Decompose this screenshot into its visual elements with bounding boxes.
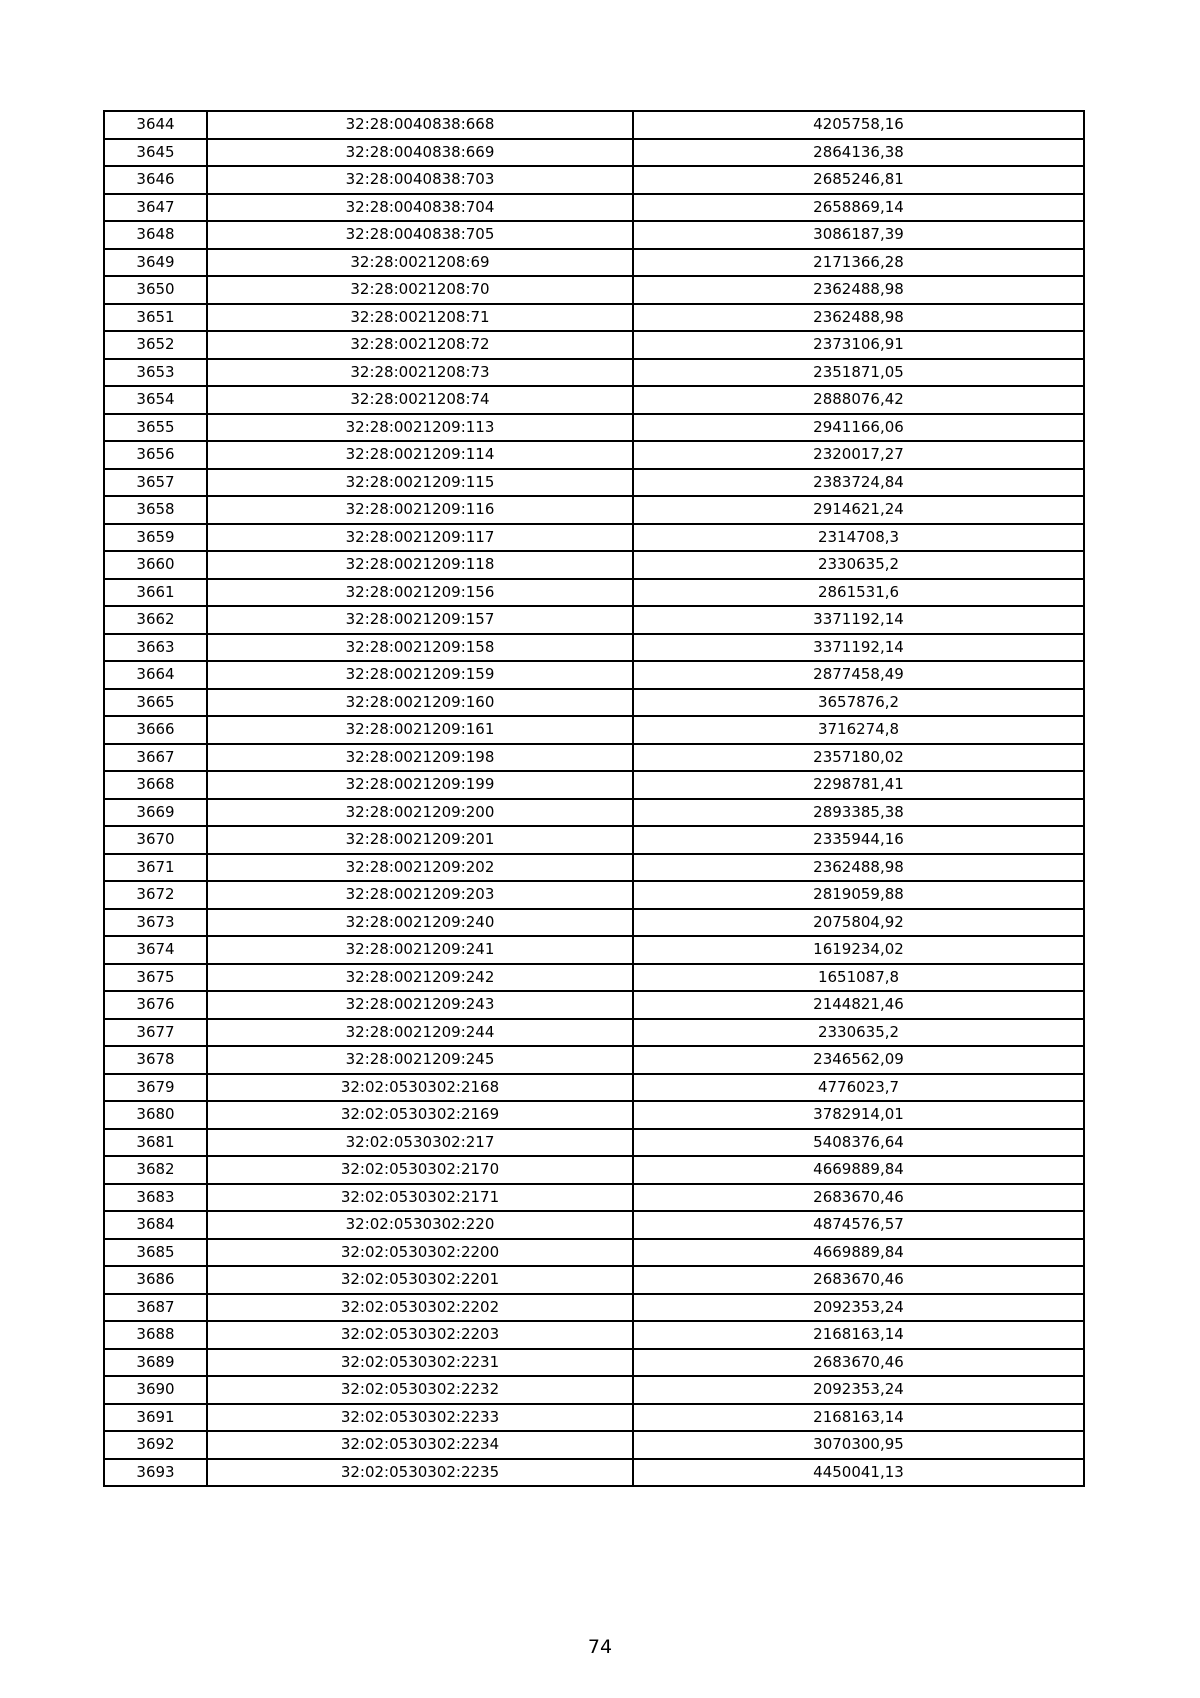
value-cell: 2314708,3 xyxy=(633,524,1084,552)
table-row xyxy=(104,1266,1084,1294)
table-row xyxy=(104,111,1084,139)
cadastral-number-cell: 32:28:0021209:243 xyxy=(207,991,633,1019)
cadastral-number-cell: 32:28:0021209:157 xyxy=(207,606,633,634)
cadastral-number-cell: 32:28:0021209:200 xyxy=(207,799,633,827)
cadastral-number-cell: 32:28:0040838:705 xyxy=(207,221,633,249)
row-number-cell: 3659 xyxy=(104,524,207,552)
row-number-cell: 3656 xyxy=(104,441,207,469)
row-number-cell: 3685 xyxy=(104,1239,207,1267)
row-number-cell: 3655 xyxy=(104,414,207,442)
cadastral-number-cell: 32:28:0021209:245 xyxy=(207,1046,633,1074)
table-row xyxy=(104,276,1084,304)
cadastral-number-cell: 32:02:0530302:2232 xyxy=(207,1376,633,1404)
row-number-cell: 3649 xyxy=(104,249,207,277)
cadastral-number-cell: 32:28:0021208:73 xyxy=(207,359,633,387)
cadastral-number-cell: 32:28:0021209:240 xyxy=(207,909,633,937)
value-cell: 2168163,14 xyxy=(633,1404,1084,1432)
row-number-cell: 3657 xyxy=(104,469,207,497)
value-cell: 2685246,81 xyxy=(633,166,1084,194)
row-number-cell: 3645 xyxy=(104,139,207,167)
row-number-cell: 3664 xyxy=(104,661,207,689)
row-number-cell: 3644 xyxy=(104,111,207,139)
table-row xyxy=(104,689,1084,717)
cadastral-number-cell: 32:28:0021209:201 xyxy=(207,826,633,854)
value-cell: 2298781,41 xyxy=(633,771,1084,799)
row-number-cell: 3670 xyxy=(104,826,207,854)
table-row xyxy=(104,1294,1084,1322)
row-number-cell: 3675 xyxy=(104,964,207,992)
value-cell: 2683670,46 xyxy=(633,1266,1084,1294)
table-row xyxy=(104,194,1084,222)
table-row xyxy=(104,1376,1084,1404)
value-cell: 3070300,95 xyxy=(633,1431,1084,1459)
table-row xyxy=(104,1074,1084,1102)
row-number-cell: 3691 xyxy=(104,1404,207,1432)
table-row xyxy=(104,881,1084,909)
row-number-cell: 3678 xyxy=(104,1046,207,1074)
value-cell: 3657876,2 xyxy=(633,689,1084,717)
cadastral-number-cell: 32:28:0021208:69 xyxy=(207,249,633,277)
value-cell: 2683670,46 xyxy=(633,1349,1084,1377)
cadastral-number-cell: 32:28:0021209:202 xyxy=(207,854,633,882)
value-cell: 4776023,7 xyxy=(633,1074,1084,1102)
value-cell: 1651087,8 xyxy=(633,964,1084,992)
row-number-cell: 3650 xyxy=(104,276,207,304)
cadastral-number-cell: 32:28:0021209:114 xyxy=(207,441,633,469)
value-cell: 2864136,38 xyxy=(633,139,1084,167)
row-number-cell: 3687 xyxy=(104,1294,207,1322)
value-cell: 2362488,98 xyxy=(633,276,1084,304)
row-number-cell: 3686 xyxy=(104,1266,207,1294)
table-row xyxy=(104,1184,1084,1212)
table-row xyxy=(104,1349,1084,1377)
value-cell: 4450041,13 xyxy=(633,1459,1084,1487)
table-row xyxy=(104,1404,1084,1432)
table-row xyxy=(104,139,1084,167)
table-row xyxy=(104,166,1084,194)
value-cell: 2362488,98 xyxy=(633,854,1084,882)
value-cell: 2819059,88 xyxy=(633,881,1084,909)
cadastral-number-cell: 32:28:0021209:156 xyxy=(207,579,633,607)
value-cell: 4205758,16 xyxy=(633,111,1084,139)
table-row xyxy=(104,661,1084,689)
table-row xyxy=(104,799,1084,827)
table-row xyxy=(104,496,1084,524)
value-cell: 2075804,92 xyxy=(633,909,1084,937)
row-number-cell: 3665 xyxy=(104,689,207,717)
table-row xyxy=(104,1459,1084,1487)
cadastral-number-cell: 32:02:0530302:2234 xyxy=(207,1431,633,1459)
table-row xyxy=(104,1129,1084,1157)
cadastral-number-cell: 32:02:0530302:2202 xyxy=(207,1294,633,1322)
table-row xyxy=(104,991,1084,1019)
value-cell: 2351871,05 xyxy=(633,359,1084,387)
row-number-cell: 3661 xyxy=(104,579,207,607)
cadastral-number-cell: 32:28:0021208:70 xyxy=(207,276,633,304)
cadastral-number-cell: 32:28:0021209:244 xyxy=(207,1019,633,1047)
value-cell: 2320017,27 xyxy=(633,441,1084,469)
table-row xyxy=(104,744,1084,772)
cadastral-number-cell: 32:02:0530302:2235 xyxy=(207,1459,633,1487)
row-number-cell: 3651 xyxy=(104,304,207,332)
table-row xyxy=(104,359,1084,387)
value-cell: 3086187,39 xyxy=(633,221,1084,249)
table-row xyxy=(104,1239,1084,1267)
cadastral-number-cell: 32:28:0040838:704 xyxy=(207,194,633,222)
value-cell: 2346562,09 xyxy=(633,1046,1084,1074)
value-cell: 3716274,8 xyxy=(633,716,1084,744)
table-row xyxy=(104,854,1084,882)
cadastral-number-cell: 32:02:0530302:2169 xyxy=(207,1101,633,1129)
table-row xyxy=(104,524,1084,552)
row-number-cell: 3692 xyxy=(104,1431,207,1459)
value-cell: 2658869,14 xyxy=(633,194,1084,222)
row-number-cell: 3652 xyxy=(104,331,207,359)
cadastral-number-cell: 32:02:0530302:2231 xyxy=(207,1349,633,1377)
table-body xyxy=(104,111,1084,1486)
table-row xyxy=(104,386,1084,414)
value-cell: 5408376,64 xyxy=(633,1129,1084,1157)
row-number-cell: 3676 xyxy=(104,991,207,1019)
cadastral-number-cell: 32:28:0021209:241 xyxy=(207,936,633,964)
value-cell: 2861531,6 xyxy=(633,579,1084,607)
value-cell: 2683670,46 xyxy=(633,1184,1084,1212)
cadastral-number-cell: 32:28:0021209:117 xyxy=(207,524,633,552)
value-cell: 2914621,24 xyxy=(633,496,1084,524)
table-row xyxy=(104,1156,1084,1184)
value-cell: 2168163,14 xyxy=(633,1321,1084,1349)
table-row xyxy=(104,414,1084,442)
row-number-cell: 3668 xyxy=(104,771,207,799)
cadastral-number-cell: 32:28:0021209:116 xyxy=(207,496,633,524)
cadastral-number-cell: 32:28:0021208:74 xyxy=(207,386,633,414)
row-number-cell: 3671 xyxy=(104,854,207,882)
value-cell: 2362488,98 xyxy=(633,304,1084,332)
row-number-cell: 3690 xyxy=(104,1376,207,1404)
table-row xyxy=(104,441,1084,469)
row-number-cell: 3658 xyxy=(104,496,207,524)
cadastral-number-cell: 32:28:0021208:72 xyxy=(207,331,633,359)
value-cell: 1619234,02 xyxy=(633,936,1084,964)
table-row xyxy=(104,469,1084,497)
row-number-cell: 3680 xyxy=(104,1101,207,1129)
row-number-cell: 3688 xyxy=(104,1321,207,1349)
row-number-cell: 3683 xyxy=(104,1184,207,1212)
table-row xyxy=(104,1019,1084,1047)
cadastral-number-cell: 32:28:0021209:242 xyxy=(207,964,633,992)
table-row xyxy=(104,1321,1084,1349)
cadastral-number-cell: 32:28:0040838:669 xyxy=(207,139,633,167)
table-row xyxy=(104,634,1084,662)
cadastral-number-cell: 32:28:0021209:115 xyxy=(207,469,633,497)
cadastral-number-cell: 32:28:0021209:118 xyxy=(207,551,633,579)
table-row xyxy=(104,716,1084,744)
table-row xyxy=(104,1211,1084,1239)
table-row xyxy=(104,909,1084,937)
value-cell: 2888076,42 xyxy=(633,386,1084,414)
cadastral-number-cell: 32:28:0021209:113 xyxy=(207,414,633,442)
row-number-cell: 3672 xyxy=(104,881,207,909)
cadastral-number-cell: 32:28:0021209:160 xyxy=(207,689,633,717)
table-row xyxy=(104,304,1084,332)
value-cell: 4669889,84 xyxy=(633,1156,1084,1184)
cadastral-number-cell: 32:02:0530302:2200 xyxy=(207,1239,633,1267)
table-row xyxy=(104,1431,1084,1459)
cadastral-number-cell: 32:28:0040838:703 xyxy=(207,166,633,194)
value-cell: 3782914,01 xyxy=(633,1101,1084,1129)
value-cell: 2092353,24 xyxy=(633,1376,1084,1404)
cadastral-number-cell: 32:28:0021209:159 xyxy=(207,661,633,689)
cadastral-number-cell: 32:28:0021209:198 xyxy=(207,744,633,772)
cadastral-number-cell: 32:28:0021209:203 xyxy=(207,881,633,909)
row-number-cell: 3673 xyxy=(104,909,207,937)
table-row xyxy=(104,964,1084,992)
cadastral-number-cell: 32:28:0040838:668 xyxy=(207,111,633,139)
value-cell: 4874576,57 xyxy=(633,1211,1084,1239)
row-number-cell: 3689 xyxy=(104,1349,207,1377)
table-row xyxy=(104,551,1084,579)
row-number-cell: 3679 xyxy=(104,1074,207,1102)
row-number-cell: 3669 xyxy=(104,799,207,827)
value-cell: 2373106,91 xyxy=(633,331,1084,359)
value-cell: 3371192,14 xyxy=(633,634,1084,662)
cadastral-number-cell: 32:02:0530302:220 xyxy=(207,1211,633,1239)
value-cell: 2357180,02 xyxy=(633,744,1084,772)
row-number-cell: 3660 xyxy=(104,551,207,579)
value-cell: 2877458,49 xyxy=(633,661,1084,689)
row-number-cell: 3648 xyxy=(104,221,207,249)
cadastral-number-cell: 32:02:0530302:217 xyxy=(207,1129,633,1157)
table-row xyxy=(104,579,1084,607)
cadastral-number-cell: 32:02:0530302:2171 xyxy=(207,1184,633,1212)
value-cell: 4669889,84 xyxy=(633,1239,1084,1267)
value-cell: 2144821,46 xyxy=(633,991,1084,1019)
row-number-cell: 3677 xyxy=(104,1019,207,1047)
row-number-cell: 3647 xyxy=(104,194,207,222)
page-number: 74 xyxy=(587,1636,613,1658)
value-cell: 3371192,14 xyxy=(633,606,1084,634)
cadastral-number-cell: 32:28:0021208:71 xyxy=(207,304,633,332)
data-table xyxy=(103,110,1085,1487)
row-number-cell: 3681 xyxy=(104,1129,207,1157)
cadastral-number-cell: 32:28:0021209:161 xyxy=(207,716,633,744)
value-cell: 2171366,28 xyxy=(633,249,1084,277)
table-row xyxy=(104,936,1084,964)
table-row xyxy=(104,331,1084,359)
row-number-cell: 3663 xyxy=(104,634,207,662)
row-number-cell: 3682 xyxy=(104,1156,207,1184)
value-cell: 2330635,2 xyxy=(633,551,1084,579)
row-number-cell: 3662 xyxy=(104,606,207,634)
table-row xyxy=(104,826,1084,854)
table-row xyxy=(104,221,1084,249)
row-number-cell: 3654 xyxy=(104,386,207,414)
table-row xyxy=(104,1046,1084,1074)
cadastral-number-cell: 32:28:0021209:158 xyxy=(207,634,633,662)
cadastral-number-cell: 32:02:0530302:2233 xyxy=(207,1404,633,1432)
table-row xyxy=(104,249,1084,277)
table-row xyxy=(104,606,1084,634)
value-cell: 2941166,06 xyxy=(633,414,1084,442)
table-row xyxy=(104,1101,1084,1129)
row-number-cell: 3693 xyxy=(104,1459,207,1487)
cadastral-number-cell: 32:02:0530302:2203 xyxy=(207,1321,633,1349)
row-number-cell: 3653 xyxy=(104,359,207,387)
cadastral-number-cell: 32:02:0530302:2170 xyxy=(207,1156,633,1184)
cadastral-number-cell: 32:02:0530302:2168 xyxy=(207,1074,633,1102)
row-number-cell: 3684 xyxy=(104,1211,207,1239)
cadastral-number-cell: 32:02:0530302:2201 xyxy=(207,1266,633,1294)
row-number-cell: 3646 xyxy=(104,166,207,194)
cadastral-number-cell: 32:28:0021209:199 xyxy=(207,771,633,799)
row-number-cell: 3666 xyxy=(104,716,207,744)
value-cell: 2092353,24 xyxy=(633,1294,1084,1322)
row-number-cell: 3667 xyxy=(104,744,207,772)
value-cell: 2383724,84 xyxy=(633,469,1084,497)
value-cell: 2335944,16 xyxy=(633,826,1084,854)
value-cell: 2893385,38 xyxy=(633,799,1084,827)
row-number-cell: 3674 xyxy=(104,936,207,964)
value-cell: 2330635,2 xyxy=(633,1019,1084,1047)
table-row xyxy=(104,771,1084,799)
